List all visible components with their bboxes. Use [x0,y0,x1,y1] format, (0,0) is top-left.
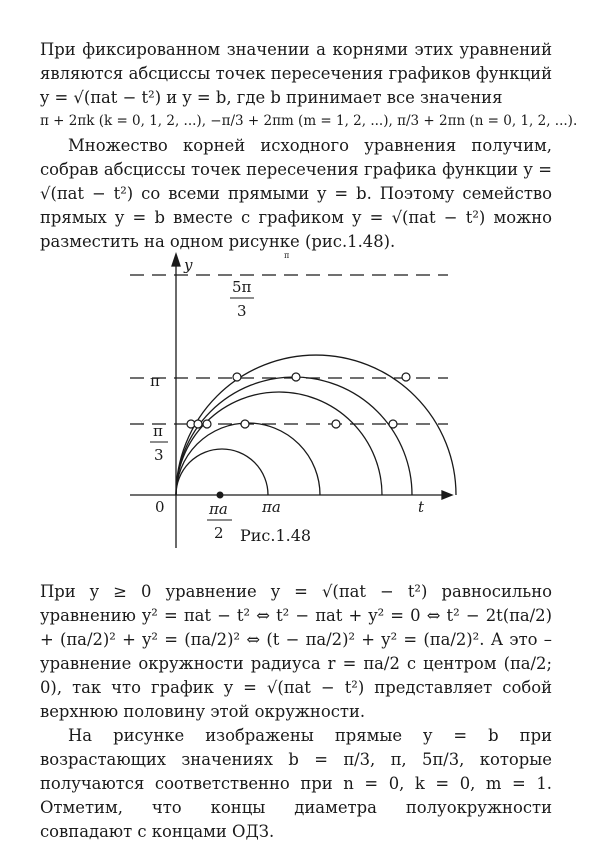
y-axis-label: y [184,256,193,274]
label-pia2-den: 2 [214,524,224,542]
point [332,420,340,428]
formula-roots: π + 2πk (k = 0, 1, 2, ...), −π/3 + 2πm (m = 1, 2, ...), π/3 + 2πn (n = 0, 1, 2, ...). [40,113,578,129]
label-5pi3-num: 5π [232,278,252,296]
semicircle-5 [176,355,456,495]
label-pi3-num: π [153,422,163,440]
label-pia2-num: πa [209,500,228,518]
paragraph-4: На рисунке изображены прямые y = b при возрастающих значениях b = π/3, π, 5π/3, которые получаются соответственно при n = 0, k = 0, m = 1. Отметим, что концы диаметра полуокружности совпадают с концами ОДЗ. [40,726,552,841]
semicircle-2 [176,423,320,495]
point [402,373,410,381]
t-axis-arrow [442,491,452,499]
label-pi: π [150,372,160,390]
text-bottom [40,580,552,844]
origin-label: 0 [155,498,165,516]
label-pia: πa [262,498,281,516]
label-pi3-den: 3 [154,446,164,464]
tiny-mark: π [284,251,290,260]
point [203,420,211,428]
label-5pi3-den: 3 [237,302,247,320]
paragraph-1: При фиксированном значении a корнями этих уравнений являются абсциссы точек пересечения графиков функций y = √(πat − t²) и y = b, где b принимает все значения [40,40,552,107]
y-axis-arrow [172,254,180,266]
semicircle-4 [176,377,412,495]
semicircle-1 [176,449,268,495]
point [292,373,300,381]
point [194,420,202,428]
t-axis-label: t [418,498,425,516]
figure-caption: Рис.1.48 [240,526,312,545]
point [233,373,241,381]
paragraph-2: Множество корней исходного уравнения получим, собрав абсциссы точек пересечения графика функции y = √(πat − t²) со всеми прямыми y = b. Поэтому семейство прямых y = b вместе с графиком y = √(πat − t²) можно разместить на одном рисунке (рис.1.48). [40,136,552,251]
point [389,420,397,428]
point [241,420,249,428]
paragraph-3: При y ≥ 0 уравнение y = √(πat − t²) равносильно уравнению y² = πat − t² ⇔ t² − πat + y² = 0 ⇔ t² − 2t(πa/2) + (πa/2)² + y² = (πa/2)² ⇔ (t − πa/2)² + y² = (πa/2)². А это – уравнение окружности радиуса r = πa/2 с центром (πa/2; 0), так что график y = √(πat − t²) представляет собой верхнюю половину этой окружности. [40,582,552,721]
center-dot [217,492,224,499]
